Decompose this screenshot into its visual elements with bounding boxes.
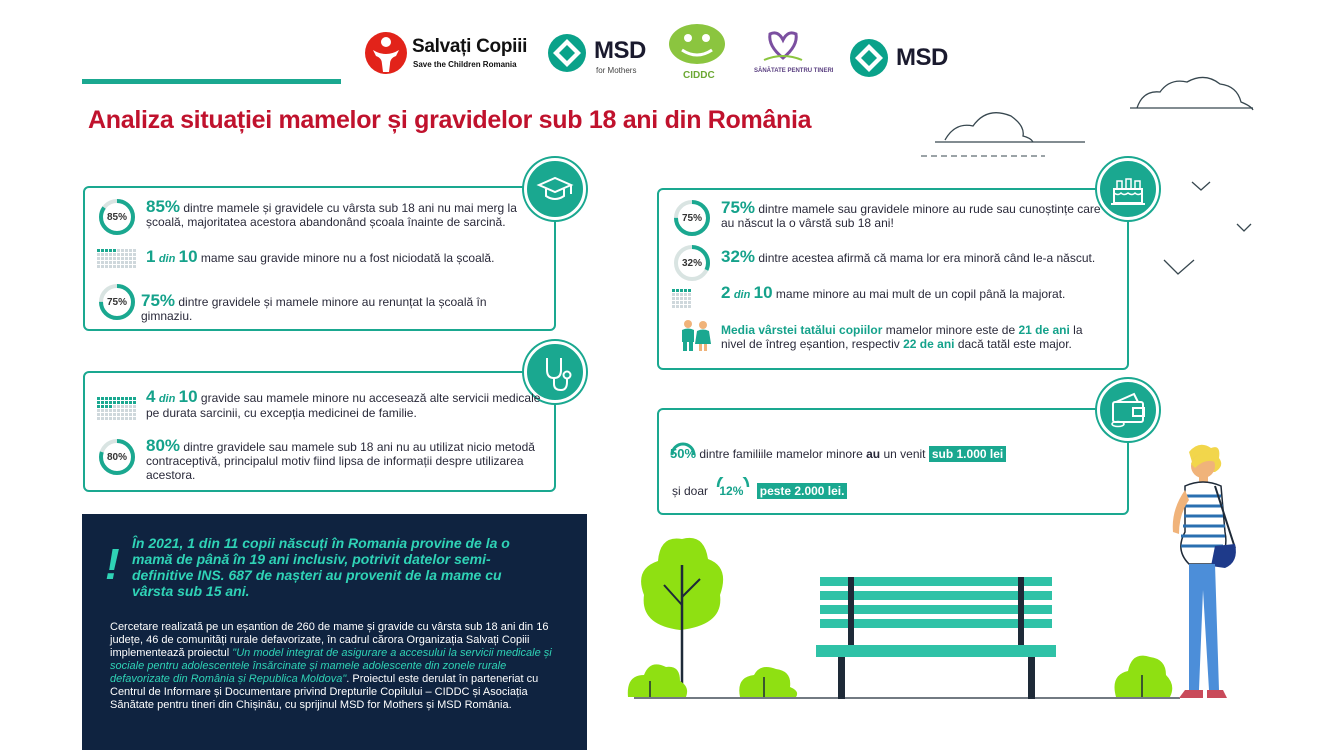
grid-dot	[680, 301, 683, 304]
wallet-icon	[1100, 382, 1156, 438]
grid-dot	[125, 265, 128, 268]
stat-text: mamelor minore este de	[885, 323, 1016, 337]
ring-label: 85%	[106, 212, 127, 223]
grid-dot	[113, 397, 116, 400]
stat-big-number: 75%	[141, 291, 176, 310]
msd-logo-icon	[547, 33, 587, 73]
grid-dot	[101, 401, 104, 404]
ciddc-name: CIDDC	[683, 70, 715, 81]
grid-dot	[121, 409, 124, 412]
grid-dot	[97, 409, 100, 412]
bush	[739, 667, 797, 697]
grid-dot	[121, 253, 124, 256]
ring-label: 75%	[681, 213, 702, 224]
grid-dot	[105, 253, 108, 256]
research-description	[110, 621, 558, 712]
exclamation-icon: !	[105, 540, 120, 589]
stat-din: din	[733, 289, 751, 301]
income-icon-badge	[1097, 379, 1159, 441]
grid-dot	[117, 409, 120, 412]
stat-text: dintre mamele sau gravidele minore au rude sau cunoștințe care au născut la o vârstă sub 18 ani!	[721, 202, 1101, 230]
bench-leg	[1028, 657, 1035, 699]
stat-text: dacă tatăl este major.	[957, 337, 1072, 351]
grid-dot	[680, 297, 683, 300]
grid-dot	[684, 289, 687, 292]
grid-dot	[129, 257, 132, 260]
grid-dot	[101, 409, 104, 412]
grid-dot	[672, 297, 675, 300]
grid-dot	[133, 265, 136, 268]
sanatate-logo-icon	[760, 24, 806, 64]
grid-dot	[684, 301, 687, 304]
msd-for-mothers-subtitle: for Mothers	[596, 66, 637, 75]
grid-dot	[672, 305, 675, 308]
grid-dot	[125, 409, 128, 412]
grid-dot	[105, 401, 108, 404]
grid-dot	[672, 289, 675, 292]
grid-dot	[97, 405, 100, 408]
grid-dot	[105, 409, 108, 412]
grid-dot	[113, 253, 116, 256]
stat-text: un venit	[883, 447, 926, 461]
logo-bar	[360, 28, 965, 84]
grid-dot	[117, 401, 120, 404]
grid-dot	[109, 265, 112, 268]
birds-decoration	[1160, 178, 1260, 278]
grid-dot	[129, 401, 132, 404]
education-stat-3	[141, 291, 541, 323]
bench-slat	[820, 619, 1052, 628]
grid-dot	[125, 261, 128, 264]
grid-dot	[688, 293, 691, 296]
stat-text: gravide sau mamele minore nu accesează alte servicii medicale pe durata sarcinii, cu excepția medicinei de familie.	[146, 391, 541, 420]
stat-text: dintre mamele și gravidele cu vârsta sub 18 ani nu mai merg la școală, majoritatea acestora abandonând școala înainte de sarcină.	[146, 201, 517, 229]
stat-text: la nivel de întreg eșantion, respectiv	[721, 323, 1083, 351]
grid-dot	[121, 249, 124, 252]
grid-dot	[125, 257, 128, 260]
grid-dot	[105, 249, 108, 252]
grid-dot	[133, 417, 136, 420]
grid-dot	[121, 257, 124, 260]
one-in-ten-grid-icon	[97, 249, 136, 268]
park-illustration	[620, 525, 1180, 750]
grid-dot	[133, 409, 136, 412]
grid-dot	[133, 253, 136, 256]
ring-label: 75%	[106, 297, 127, 308]
ring-label: 80%	[106, 452, 127, 463]
bush	[628, 664, 687, 697]
grid-dot	[97, 417, 100, 420]
ciddc-logo-icon	[668, 22, 726, 66]
income-stat-2	[672, 484, 972, 498]
grid-dot	[680, 293, 683, 296]
grid-dot	[676, 305, 679, 308]
stat-text: dintre gravidele și mamele minore au renunțat la școală în gimnaziu.	[141, 295, 487, 323]
stat-big-number: 32%	[721, 247, 756, 266]
grid-dot	[688, 297, 691, 300]
grid-dot	[101, 413, 104, 416]
grid-dot	[101, 257, 104, 260]
grid-dot	[97, 257, 100, 260]
msd-logo-icon	[849, 38, 889, 78]
grid-dot	[121, 401, 124, 404]
grid-dot	[680, 289, 683, 292]
grid-dot	[688, 301, 691, 304]
stat-big-number: 80%	[146, 436, 181, 455]
income-percent-12: 12%	[719, 484, 744, 498]
grid-dot	[113, 413, 116, 416]
grid-dot	[109, 397, 112, 400]
grid-dot	[676, 297, 679, 300]
grid-dot	[133, 249, 136, 252]
stat-big-number: 85%	[146, 197, 181, 216]
grid-dot	[113, 265, 116, 268]
grid-dot	[676, 293, 679, 296]
grid-dot	[101, 249, 104, 252]
salvati-copii-name: Salvați Copiii	[412, 36, 528, 57]
father-age-value: 22 de ani	[903, 337, 955, 351]
grid-dot	[684, 297, 687, 300]
grid-dot	[125, 249, 128, 252]
page-title: Analiza situației mamelor și gravidelor sub 18 ani din România	[88, 106, 812, 134]
research-text: . Proiectul este derulat în parteneriat cu Centrul de Informare și Documentare privind Drepturile Copilului – CIDDC și Asociația Sănătate pentru tineri din Chișinău, cu sprijinul MSD for Mothers și MSD România.	[110, 673, 539, 711]
bench-slat	[820, 605, 1052, 614]
grid-dot	[133, 257, 136, 260]
grid-dot	[105, 417, 108, 420]
bench-back-post	[1018, 577, 1024, 645]
stat-text: dintre acestea afirmă că mama lor era minoră când le-a născut.	[758, 251, 1096, 265]
stat-text: și doar	[672, 484, 709, 498]
income-stat-1	[670, 447, 1125, 461]
grid-dot	[117, 265, 120, 268]
grid-dot	[101, 265, 104, 268]
bench-back-post	[848, 577, 854, 645]
grid-dot	[113, 249, 116, 252]
salvati-copii-subtitle: Save the Children Romania	[413, 60, 517, 69]
income-highlight-under-1000: sub 1.000 lei	[929, 446, 1006, 462]
ring-label: 32%	[681, 258, 702, 269]
grid-dot	[672, 293, 675, 296]
birth-statistics-quote: În 2021, 1 din 11 copii născuți în Romania provine de la o mamă de până în 19 ani inclusiv, potrivit datelor semi-definitive INS. 687 de nașteri au provenit de la mame cu vârsta sub 15 ani.	[132, 535, 510, 599]
stat-din: din	[158, 393, 176, 405]
grid-dot	[117, 417, 120, 420]
grid-dot	[133, 413, 136, 416]
stat-din: din	[158, 253, 176, 265]
stat-big-number: 10	[178, 387, 198, 406]
grid-dot	[109, 413, 112, 416]
grid-dot	[129, 261, 132, 264]
pregnant-woman-illustration	[1155, 440, 1250, 702]
grid-dot	[101, 405, 104, 408]
grid-dot	[676, 301, 679, 304]
grid-dot	[133, 401, 136, 404]
grid-dot	[121, 417, 124, 420]
grid-dot	[109, 261, 112, 264]
grid-dot	[129, 249, 132, 252]
four-in-ten-grid-icon	[97, 397, 136, 420]
grid-dot	[113, 409, 116, 412]
grid-dot	[125, 417, 128, 420]
grid-dot	[117, 397, 120, 400]
grid-dot	[133, 397, 136, 400]
grid-dot	[129, 397, 132, 400]
two-in-ten-grid-icon	[672, 289, 691, 308]
parents-icon	[676, 318, 714, 352]
grid-dot	[117, 257, 120, 260]
grid-dot	[129, 409, 132, 412]
stat-big-number: 2	[721, 283, 731, 302]
grid-dot	[133, 405, 136, 408]
grid-dot	[101, 261, 104, 264]
project-name: "Un model integrat de asigurare a accesului la servicii medicale și sociale pentru adolescentele însărcinate și mamele adolescente din zonele rurale defavorizate din România și Republica Moldova"	[110, 647, 552, 685]
grid-dot	[117, 261, 120, 264]
grid-dot	[105, 265, 108, 268]
grid-dot	[121, 265, 124, 268]
education-stat-2	[146, 247, 541, 266]
grid-dot	[113, 401, 116, 404]
grid-dot	[121, 413, 124, 416]
grid-dot	[684, 305, 687, 308]
stat-text: dintre gravidele sau mamele sub 18 ani nu au utilizat nicio metodă contraceptivă, principalul motiv fiind lipsa de informații despre utilizarea acestora.	[146, 440, 535, 482]
grid-dot	[97, 265, 100, 268]
grid-dot	[129, 417, 132, 420]
stat-text: dintre familiile mamelor minore	[699, 447, 863, 461]
grid-dot	[109, 405, 112, 408]
grid-dot	[105, 405, 108, 408]
bench-leg	[838, 657, 845, 699]
grid-dot	[101, 397, 104, 400]
grid-dot	[121, 405, 124, 408]
stat-big-number: 4	[146, 387, 156, 406]
grid-dot	[97, 413, 100, 416]
grid-dot	[125, 401, 128, 404]
grid-dot	[676, 289, 679, 292]
grid-dot	[117, 413, 120, 416]
family-stat-4	[721, 323, 1096, 351]
sanatate-name: SĂNĂTATE PENTRU TINERI	[754, 68, 834, 74]
grid-dot	[133, 261, 136, 264]
grid-dot	[109, 253, 112, 256]
grid-dot	[125, 253, 128, 256]
health-stat-2	[146, 436, 541, 482]
grid-dot	[129, 253, 132, 256]
grid-dot	[113, 417, 116, 420]
stat-big-number: 10	[178, 247, 198, 266]
grid-dot	[684, 293, 687, 296]
header-divider	[82, 79, 341, 84]
grid-dot	[129, 413, 132, 416]
grid-dot	[105, 397, 108, 400]
grid-dot	[125, 405, 128, 408]
grid-dot	[121, 261, 124, 264]
grid-dot	[105, 413, 108, 416]
grid-dot	[97, 249, 100, 252]
grid-dot	[113, 261, 116, 264]
grid-dot	[97, 401, 100, 404]
health-stat-1	[146, 387, 541, 420]
stat-text: mame sau gravide minore nu a fost niciodată la școală.	[200, 251, 495, 265]
bench-slat	[820, 577, 1052, 586]
msd-for-mothers-name: MSD	[594, 37, 646, 64]
family-stat-3	[721, 283, 1116, 302]
grid-dot	[101, 253, 104, 256]
msd-name: MSD	[896, 44, 948, 71]
grid-dot	[105, 257, 108, 260]
grid-dot	[117, 249, 120, 252]
income-highlight-over-2000: peste 2.000 lei.	[757, 483, 848, 499]
grid-dot	[109, 401, 112, 404]
stat-text: mame minore au mai mult de un copil până la majorat.	[775, 287, 1066, 301]
education-stat-1	[146, 197, 541, 229]
grid-dot	[109, 249, 112, 252]
grid-dot	[97, 397, 100, 400]
stat-big-number: 10	[753, 283, 773, 302]
grid-dot	[109, 409, 112, 412]
family-stat-2	[721, 247, 1116, 266]
father-age-value: 21 de ani	[1018, 323, 1070, 337]
grid-dot	[121, 397, 124, 400]
grid-dot	[680, 305, 683, 308]
grid-dot	[125, 413, 128, 416]
grid-dot	[97, 253, 100, 256]
grid-dot	[688, 289, 691, 292]
grid-dot	[101, 417, 104, 420]
grid-dot	[109, 257, 112, 260]
grid-dot	[129, 265, 132, 268]
grid-dot	[129, 405, 132, 408]
grid-dot	[117, 253, 120, 256]
grid-dot	[125, 397, 128, 400]
father-age-label: Media vârstei tatălui copiilor	[721, 323, 883, 337]
grid-dot	[117, 405, 120, 408]
stat-big-number: 1	[146, 247, 156, 266]
bench-slat	[820, 591, 1052, 600]
research-text: Cercetare realizată pe un eșantion de 260 de mame și gravide cu vârsta sub 18 ani din 16 județe, 46 de comunități rurale defavorizate, în cadrul cărora Organizația Salvați Copiii implementează proiectul	[110, 621, 549, 659]
grid-dot	[109, 417, 112, 420]
grid-dot	[105, 261, 108, 264]
stat-big-number: 75%	[721, 198, 756, 217]
grid-dot	[688, 305, 691, 308]
grid-dot	[97, 261, 100, 264]
bench-seat	[816, 645, 1056, 657]
family-stat-1	[721, 198, 1116, 230]
grid-dot	[113, 405, 116, 408]
grid-dot	[672, 301, 675, 304]
stat-text-bold: au	[866, 447, 881, 461]
save-the-children-logo-icon	[363, 30, 409, 76]
grid-dot	[113, 257, 116, 260]
clouds-decoration	[915, 70, 1260, 180]
income-percent-50: 50%	[670, 446, 697, 461]
